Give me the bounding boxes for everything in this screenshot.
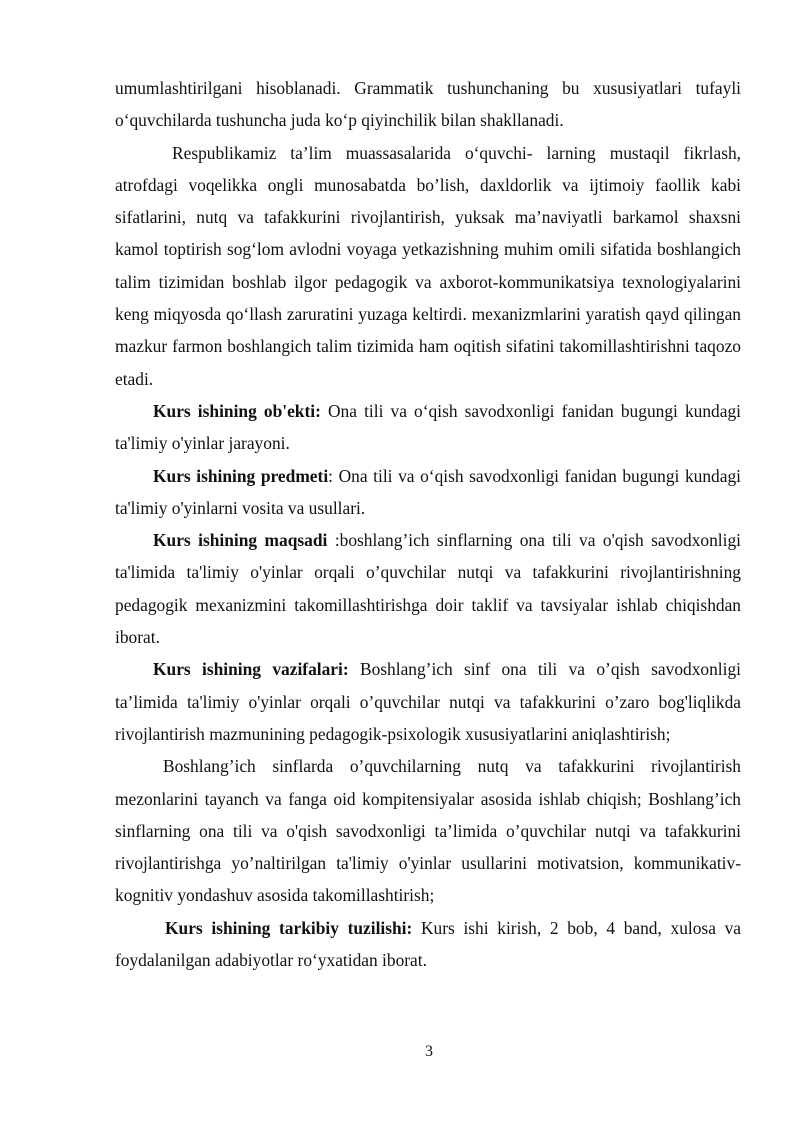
paragraph-text: : Ona tili va o‘qish savodxonligi fanidan bugungi kundagi ta'limiy o'yinlarni vosita va usullari.	[115, 465, 741, 518]
paragraph-course-tasks	[115, 653, 741, 750]
page-number: 3	[425, 1043, 433, 1060]
paragraph-text: umumlashtirilgani hisoblanadi. Grammatik tushunchaning bu xususiyatlari tufayli o‘quvchilarda tushuncha juda ko‘p qiyinchilik bilan shakllanadi.	[115, 78, 741, 131]
paragraph-label: Kurs ishining maqsadi	[153, 530, 328, 551]
paragraph-text: Kurs ishi kirish, 2 bob, 4 band, xulosa va foydalanilgan adabiyotlar ro‘yxatidan iborat.	[115, 917, 741, 971]
paragraph-text: Respublikamiz ta’lim muassasalarida o‘quvchi- larning mustaqil fikrlash, atrofdagi voqelikka ongli munosabatda bo’lish, daxldorlik va ijtimoiy faollik kabi sifatlarini, nutq va tafakkurini rivojlantirish, yuksak ma’naviyatli barkamol shaxsni kamol toptirish sog‘lom avlodni voyaga yetkazishning muhim omili sifatida boshlangich talim tizimidan boshlab ilgor pedagogik va axborot-kommunikatsiya texnologiyalarini keng miqyosda qo‘llash zaruratini yuzaga keltirdi. mexanizmlarini yaratish qayd qilingan mazkur farmon boshlangich talim tizimida ham oqitish sifatini takomillashtirishni taqozo etadi.	[115, 142, 741, 389]
paragraph-criteria	[115, 750, 741, 911]
paragraph-label: Kurs ishining predmeti	[153, 465, 329, 486]
paragraph-label: Kurs ishining vazifalari:	[153, 659, 349, 680]
paragraph-text: :boshlang’ich sinflarning ona tili va o'qish savodxonligi ta'limida ta'limiy o'yinlar orqali o’quvchilar nutqi va tafakkurini rivojlantirishning pedagogik mexanizmini takomillashtirishga doir taklif va tavsiyalar ishlab chiqishdan iborat.	[115, 530, 741, 648]
paragraph-course-goal	[115, 524, 741, 653]
paragraph-label: Kurs ishining ob'ekti:	[153, 400, 321, 421]
paragraph-label: Kurs ishining tarkibiy tuzilishi:	[165, 917, 413, 938]
paragraph-text: Boshlang’ich sinflarda o’quvchilarning nutq va tafakkurini rivojlantirish mezonlarini tayanch va fanga oid kompitensiyalar asosida ishlab chiqish; Boshlang’ich sinflarning ona tili va o'qish savodxonligi ta’limida o’quvchilar nutqi va tafakkurini rivojlantirishga yo’naltirilgan ta'limiy o'yinlar usullarini motivatsion, kommunikativ-kognitiv yondashuv asosida takomillashtirish;	[115, 756, 741, 906]
paragraph-text: Boshlang’ich sinf ona tili va o’qish savodxonligi ta’limida ta'limiy o'yinlar orqali o’quvchilar nutqi va tafakkurini o’zaro bog'liqlikda rivojlantirish mazmunining pedagogik-psixologik xususiyatlarini aniqlashtirish;	[115, 659, 741, 744]
paragraph-course-object	[115, 395, 741, 460]
paragraph-course-subject	[115, 460, 741, 525]
paragraph-course-structure	[115, 912, 741, 977]
paragraph-text: Ona tili va o‘qish savodxonligi fanidan bugungi kundagi ta'limiy o'yinlar jarayoni.	[115, 400, 742, 454]
paragraph-republic	[115, 137, 741, 395]
document-page	[115, 72, 741, 976]
paragraph-intro-continuation	[115, 72, 741, 137]
